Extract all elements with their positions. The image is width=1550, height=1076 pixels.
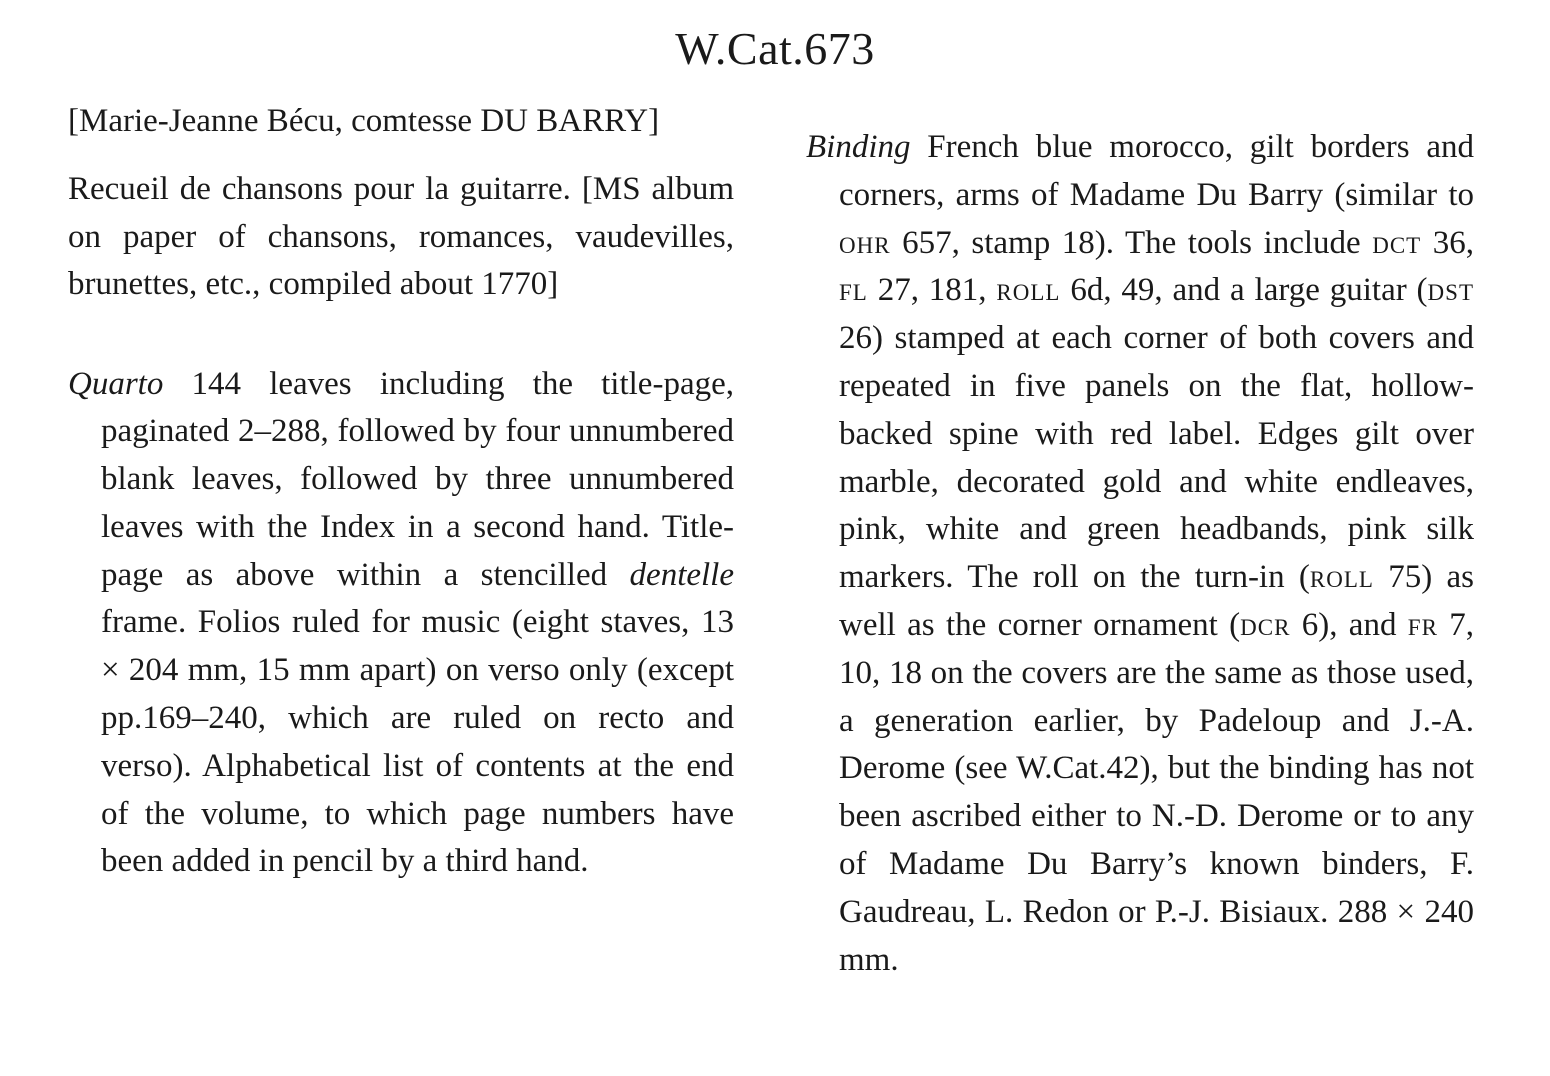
binding-text-6: 26) stamped at each corner of both covers and repeated in five panels on the flat, hollow-backed spine with red label. Edges gilt over marble, decorated gold and white endleaves, pink, white and green headbands, pink silk markers. The roll on the turn-in ( xyxy=(839,320,1474,596)
binding-text-9: 7, 10, 18 on the covers are the same as those used, a generation earlier, by Padeloup and J.-A. Derome (see W.Cat.42), but the binding has not been ascribed either to N.-D. Derome or to any of Madame Du Barry’s known binders, F. Gaudreau, L. Redon or P.-J. Bisiaux. 288 × 240 mm. xyxy=(839,606,1474,978)
binding-text-7: 75) as well as the corner ornament ( xyxy=(839,559,1474,643)
binding-lead: Binding xyxy=(806,129,911,165)
collation-italic-word: dentelle xyxy=(629,556,734,593)
collation-text-2: frame. Folios ruled for music (eight staves, 13 × 204 mm, 15 mm apart) on verso only (except pp.169–240, which are ruled on recto and verso). Alphabetical list of contents at the end of the volume, to which page numbers have been added in pencil by a third hand. xyxy=(101,604,734,880)
binding-text-8: 6), and xyxy=(1290,606,1408,643)
page-title: W.Cat.673 xyxy=(675,23,875,74)
binding-paragraph xyxy=(806,124,1474,984)
tool-ref-dst: dst xyxy=(1427,272,1474,309)
tool-ref-fl: fl xyxy=(839,272,868,309)
collation-text-1: 144 leaves including the title-page, paginated 2–288, followed by four unnumbered blank leaves, followed by three unnumbered leaves with the Index in a second hand. Title-page as above within a stencilled xyxy=(101,365,734,593)
entry-title: Recueil de chansons pour la guitarre. [MS album on paper of chansons, romances, vaudevilles, brunettes, etc., compiled about 1770] xyxy=(68,171,734,302)
collation-lead: Quarto xyxy=(68,365,164,402)
left-column xyxy=(68,98,734,886)
entry-author: [Marie-Jeanne Bécu, comtesse DU BARRY] xyxy=(68,103,660,139)
binding-text-4: 27, 181, xyxy=(867,272,997,309)
collation-paragraph xyxy=(68,361,734,887)
tool-ref-ohr: ohr xyxy=(839,224,891,261)
tool-ref-fr: fr xyxy=(1407,606,1438,643)
tool-ref-roll: roll xyxy=(996,272,1061,309)
tool-ref-dct: dct xyxy=(1372,224,1422,261)
tool-ref-dcr: dcr xyxy=(1240,606,1291,643)
binding-text-1: French blue morocco, gilt borders and corners, arms of Madame Du Barry (similar to xyxy=(839,129,1474,213)
binding-text-5: 6d, 49, and a large guitar ( xyxy=(1060,272,1428,309)
tool-ref-roll-2: roll xyxy=(1309,559,1374,596)
right-column xyxy=(806,124,1474,984)
binding-text-2: 657, stamp 18). The tools include xyxy=(890,224,1373,261)
binding-text-3: 36, xyxy=(1421,224,1474,261)
